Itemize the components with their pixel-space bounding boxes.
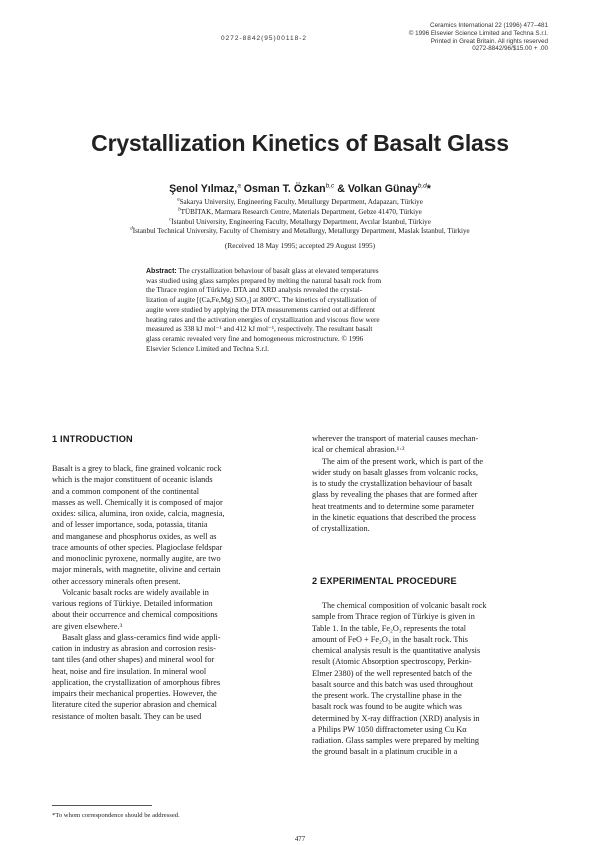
intro-paragraph-2: Volcanic basalt rocks are widely available in various regions of Türkiye. Detailed information about their occurrence and chemical compositions are given elsewhere.³	[52, 587, 218, 631]
experimental-paragraph: The chemical composition of volcanic basalt rock sample from Thrace region of Türkiye is given in Table 1. In the table, Fe₂O₃ represents the total amount of FeO + Fe₂O₃ in the basalt rock. This chemical analysis result is the quantitative analysis result (Atomic Absorption spectroscopy, Perkin- Elmer 2380) of the well represented batch of the basalt source and this batch was used throughout the present work. The crystalline phase in the basalt rock was found to be augite which was determined by X-ray diffraction (XRD) analysis in a Philips PW 1050 diffractometer using Cu Kα radiation. Glass samples were prepared by melting the ground basalt in a platinum crucible in a	[312, 601, 487, 757]
section-heading-experimental: 2 EXPERIMENTAL PROCEDURE	[312, 576, 457, 586]
page-number: 477	[294, 836, 306, 843]
author-separator: &	[337, 183, 345, 195]
author-list	[0, 183, 600, 195]
intro-paragraph-1: Basalt is a grey to black, fine grained volcanic rock which is the major constituent of oceanic islands and a common component of the continental masses as well. Chemically it is composed of major oxides: silica, alumina, iron oxide, calcia, magnesia, and of lesser importance, soda, potassia, titania and manganese and phosphorus oxides, as well as trace amounts of other species. Plagioclase feldspar and monoclinic pyroxene, normally augite, are two major minerals, with magnetite, olivine and certain other accessory minerals often present.	[52, 464, 225, 586]
left-column	[52, 463, 284, 722]
affiliation-c: $^c$İstanbul University, Engineering Faculty, Metallurgy Department, Avcılar İstanbul, Türkiye	[169, 217, 431, 226]
affiliations	[0, 198, 600, 237]
abstract-label: Abstract:	[146, 268, 177, 275]
author-1: Şenol Yılmaz,$^a$	[169, 182, 241, 195]
printed-line: Printed in Great Britain. All rights reserved	[430, 37, 548, 45]
intro-paragraph-3: Basalt glass and glass-ceramics find wide appli- cation in industry as abrasion and corrosion resis- tant tiles (and other shapes) and mineral wool for heat, noise and fire insulation. In mineral wool application, the crystallization of amorphous fibres impairs their mechanical properties. However, the literature cited the superior abrasion and chemical resistance of molten basalt. They can be used	[52, 632, 221, 721]
right-column	[312, 433, 548, 534]
paper-title: Crystallization Kinetics of Basalt Glass	[91, 130, 509, 156]
author-2: Osman T. Özkan$^{b,c}$	[243, 182, 335, 195]
correspondence-footnote: *To whom correspondence should be addressed.	[52, 812, 180, 819]
affiliation-d: $^d$İstanbul Technical University, Faculty of Chemistry and Metallurgy, Metallurgy Department, Maslak İstanbul, Türkiye	[130, 227, 470, 236]
received-dates: (Received 18 May 1995; accepted 29 August 1995)	[224, 241, 376, 250]
footnote-rule	[52, 805, 152, 806]
affiliation-a: $^a$Sakarya University, Engineering Faculty, Metallurgy Department, Adapazarı, Türkiye	[177, 197, 423, 206]
aim-paragraph: The aim of the present work, which is part of the wider study on basalt glasses from volcanic rocks, is to study the crystallization behaviour of basalt glass by revealing the phases that are formed after heat treatments and to determine some parameter in the kinetic equations that described the process of crystallization.	[312, 456, 484, 533]
intro-continuation: wherever the transport of material causes mechan- ical or chemical abrasion.¹·²	[312, 434, 479, 455]
section-heading-introduction: 1 INTRODUCTION	[52, 434, 133, 444]
abstract: Abstract: The crystallization behaviour of basalt glass at elevated temperatures was studied using glass samples prepared by melting the natural basalt rock from the Thrace region of Türkiye. DTA and XRD analysis revealed the crystal- lization of augite [(Ca,Fe,Mg) SiO₃] at 800°C. The kinetics of crystallization of augite were studied by applying the DTA measurements carried out at different heating rates and the activation energies of crystallization and viscous flow were measured as 338 kJ mol⁻¹ and 412 kJ mol⁻¹, respectively. The resultant basalt glass ceramic revealed very fine and homogeneous microstructure. © 1996 Elsevier Science Limited and Techna S.r.l.	[146, 267, 382, 353]
author-3: Volkan Günay$^{b,d}$*	[347, 182, 431, 195]
article-code: 0272-8842(95)00118-2	[221, 35, 308, 42]
journal-citation: Ceramics International 22 (1996) 477–481	[430, 22, 548, 29]
copyright-line: © 1996 Elsevier Science Limited and Techna S.r.l.	[408, 29, 548, 37]
journal-masthead	[358, 22, 548, 53]
affiliation-b: $^b$TÜBİTAK, Marmara Research Centre, Materials Department, Gebze 41470, Türkiye	[178, 207, 422, 216]
issn-line: 0272-8842/96/$15.00 + .00	[472, 45, 548, 53]
